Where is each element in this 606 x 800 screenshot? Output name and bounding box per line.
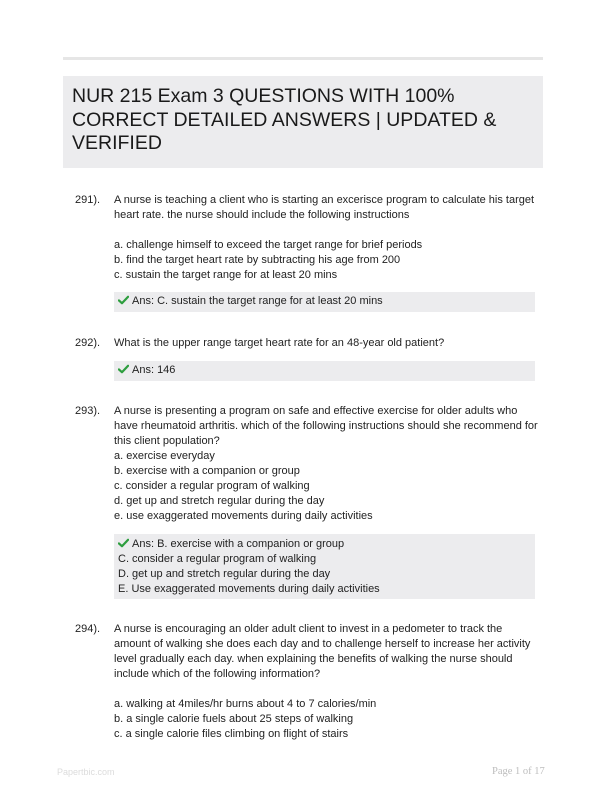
top-divider: [63, 57, 543, 60]
answer-option: d. get up and stretch regular during the day: [114, 495, 325, 507]
answer-option: c. consider a regular program of walking: [114, 480, 310, 492]
question-text: What is the upper range target heart rate for an 48-year old patient?: [114, 337, 445, 349]
footer-watermark: Papertbic.com: [57, 767, 115, 777]
title-banner: [63, 76, 543, 168]
answer-line: D. get up and stretch regular during the day: [118, 568, 331, 580]
checkmark-icon: [118, 364, 129, 374]
checkmark-icon: [118, 538, 129, 548]
answer-option: e. use exaggerated movements during daily activities: [114, 510, 373, 522]
answer-line: Ans: C. sustain the target range for at least 20 mins: [118, 294, 535, 309]
answer-option: b. find the target heart rate by subtracting his age from 200: [114, 254, 401, 266]
checkmark-icon: [118, 295, 129, 305]
answer-panel: [114, 534, 535, 599]
answer-line: C. consider a regular program of walking: [118, 553, 317, 565]
answer-option: a. walking at 4miles/hr burns about 4 to 7 calories/min: [114, 698, 377, 710]
answer-line: Ans: B. exercise with a companion or group: [118, 537, 535, 552]
document-title: NUR 215 Exam 3 QUESTIONS WITH 100% CORRECT DETAILED ANSWERS | UPDATED & VERIFIED: [72, 85, 497, 154]
question-text: A nurse is presenting a program on safe and effective exercise for older adults who have rheumatoid arthritis. which of the following instructions should she recommend for this client population?: [114, 405, 538, 447]
answer-line: Ans: 146: [118, 363, 535, 378]
answer-panel: [114, 292, 535, 312]
question-text: A nurse is encouraging an older adult client to invest in a pedometer to track the amount of walking she does each day and to challenge herself to increase her activity level gradually each day. when explaining the benefits of walking the nurse should include which of the following information?: [114, 623, 531, 680]
answer-option: c. a single calorie files climbing on flight of stairs: [114, 728, 349, 740]
question-number: 294).: [75, 623, 101, 635]
answer-panel: [114, 361, 535, 381]
question-number: 293).: [75, 405, 101, 417]
answer-line: E. Use exaggerated movements during daily activities: [118, 583, 380, 595]
answer-option: c. sustain the target range for at least 20 mins: [114, 269, 338, 281]
answer-option: b. a single calorie fuels about 25 steps of walking: [114, 713, 354, 725]
page-indicator: Page 1 of 17: [492, 766, 545, 777]
answer-option: a. challenge himself to exceed the target range for brief periods: [114, 239, 423, 251]
question-number: 292).: [75, 337, 101, 349]
answer-option: b. exercise with a companion or group: [114, 465, 300, 477]
question-number: 291).: [75, 194, 101, 206]
question-text: A nurse is teaching a client who is starting an excerisce program to calculate his target heart rate. the nurse should include the following instructions: [114, 194, 535, 221]
answer-option: a. exercise everyday: [114, 450, 215, 462]
